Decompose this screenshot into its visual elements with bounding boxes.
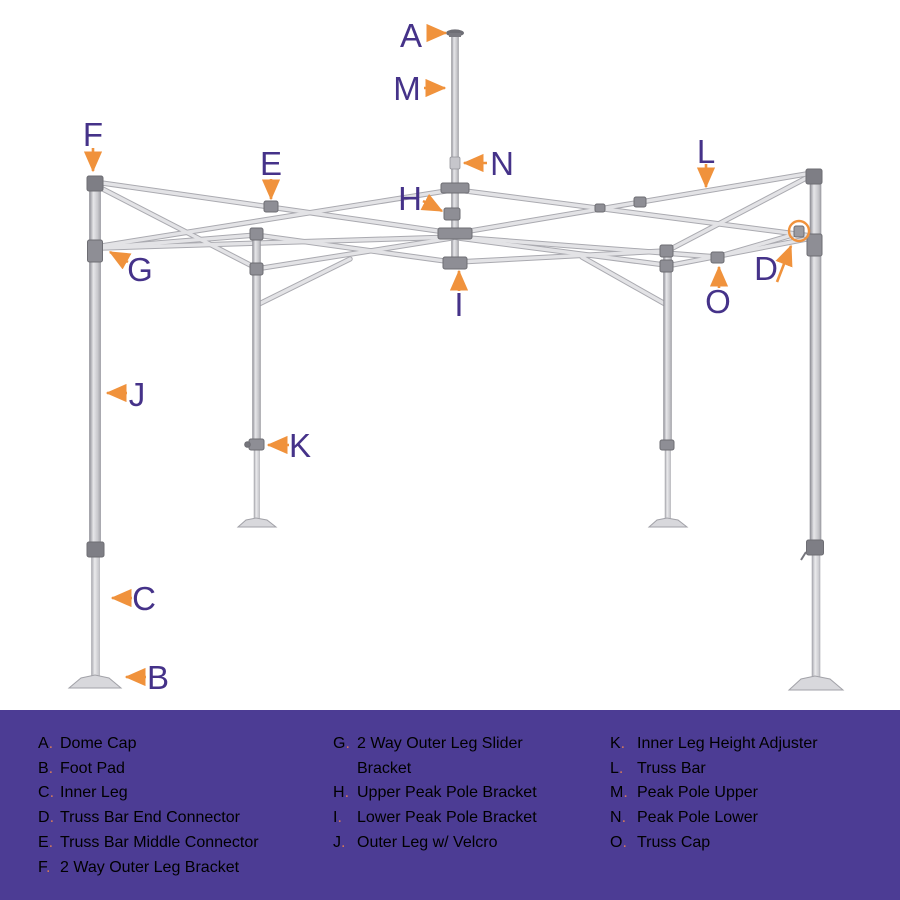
legend-period: . xyxy=(623,784,628,802)
legend-letter: A xyxy=(38,735,49,752)
legend-item-H xyxy=(333,781,583,806)
back-left-top-bracket xyxy=(250,228,263,240)
truss-cap xyxy=(711,252,724,263)
foot-pad-front-left xyxy=(69,675,121,688)
legend-period: . xyxy=(341,833,346,851)
callout-E: E xyxy=(259,145,283,182)
adjuster-lever xyxy=(801,552,806,560)
callout-L: L xyxy=(696,133,716,170)
callout-G: G xyxy=(127,251,153,288)
inner-leg-height-adjuster-front-right xyxy=(807,540,824,555)
legend-period: . xyxy=(337,809,342,827)
outer-leg-slider-bracket-right xyxy=(807,234,822,256)
legend-item-B xyxy=(38,757,328,782)
legend-letter: C xyxy=(38,784,50,802)
callout-J: J xyxy=(128,376,146,413)
legend-period: . xyxy=(622,833,627,851)
legend-label: Inner Leg xyxy=(60,784,128,802)
callout-arrows xyxy=(93,33,809,677)
legend-column-2 xyxy=(333,732,583,856)
legend-letter: H xyxy=(333,784,345,802)
callout-B: B xyxy=(146,659,170,696)
callout-C: C xyxy=(132,580,156,617)
foot-pads xyxy=(69,518,843,690)
back-right-slider-bracket xyxy=(660,260,673,272)
peak-apex-bracket xyxy=(441,183,469,193)
legend-label: Peak Pole Lower xyxy=(637,809,758,827)
callout-A: A xyxy=(399,17,423,54)
legend-label: Foot Pad xyxy=(60,759,125,777)
legend-label: Truss Bar Middle Connector xyxy=(60,833,259,851)
truss-bar-middle-connector-right xyxy=(634,197,646,207)
legend-letter: E xyxy=(38,833,49,851)
lower-peak-pole-bracket xyxy=(443,257,467,269)
legend-label: 2 Way Outer Leg Slider Bracket xyxy=(357,735,523,777)
callout-M: M xyxy=(393,70,421,107)
legend-letter: G xyxy=(333,735,346,752)
truss-clamp xyxy=(595,204,605,212)
callout-D: D xyxy=(754,250,778,287)
legend-item-E xyxy=(38,831,328,856)
callout-O: O xyxy=(705,283,731,320)
legend-period: . xyxy=(621,809,627,827)
callout-F: F xyxy=(82,116,104,153)
outer-leg-back-right xyxy=(664,250,672,524)
legend-item-M xyxy=(610,781,890,806)
inner-leg-front-right xyxy=(812,544,820,686)
callout-letters xyxy=(83,17,778,696)
legend-letter: N xyxy=(610,809,622,827)
foot-pad-front-right xyxy=(789,676,843,690)
legend-item-K xyxy=(610,732,890,757)
legend-period: . xyxy=(49,809,55,827)
legend-letter: B xyxy=(38,759,49,777)
legend-label: Outer Leg w/ Velcro xyxy=(357,833,498,851)
two-way-outer-leg-slider-bracket xyxy=(88,240,103,262)
legend-letter: M xyxy=(610,784,624,802)
legend-letter: O xyxy=(610,833,623,851)
inner-leg-front-left xyxy=(92,548,100,684)
center-mid-bracket xyxy=(438,228,472,239)
legend-period: . xyxy=(49,784,55,802)
legend-item-A xyxy=(38,732,328,757)
inner-leg-back-right xyxy=(665,443,671,524)
callout-H: H xyxy=(398,180,422,217)
foot-pad-back-right xyxy=(649,518,687,527)
back-left-slider-bracket xyxy=(250,263,263,275)
legend-label: 2 Way Outer Leg Bracket xyxy=(60,858,240,876)
callout-N: N xyxy=(490,145,514,182)
callout-K: K xyxy=(288,427,312,464)
inner-leg-height-adjuster-front-left xyxy=(87,542,104,557)
legend-period: . xyxy=(48,735,54,752)
legend-period: . xyxy=(345,735,350,752)
inner-leg-height-adjuster-back-left xyxy=(249,439,264,450)
legend-item-O xyxy=(610,831,890,856)
legend-period: . xyxy=(48,759,54,777)
legend-letter: L xyxy=(610,759,619,777)
truss-bar-middle-connector xyxy=(264,201,278,212)
two-way-outer-leg-bracket-right xyxy=(806,169,822,184)
peak-pole-joint xyxy=(450,157,460,169)
legend-label: Lower Peak Pole Bracket xyxy=(357,809,537,827)
dome-cap xyxy=(446,29,464,37)
legend-item-N xyxy=(610,806,890,831)
legend-letter: K xyxy=(610,735,621,752)
legend-letter: I xyxy=(333,809,338,827)
legend-period: . xyxy=(618,759,624,777)
outer-leg-back-left xyxy=(253,233,261,524)
legend-item-F xyxy=(38,856,328,881)
legend-item-D xyxy=(38,806,328,831)
legend-letter: F xyxy=(38,858,46,876)
legend-column-3 xyxy=(610,732,890,856)
foot-pad-back-left xyxy=(238,518,276,527)
legend-label: Inner Leg Height Adjuster xyxy=(637,735,818,752)
legend-item-I xyxy=(333,806,583,831)
legend-item-C xyxy=(38,781,328,806)
back-right-top-bracket xyxy=(660,245,673,257)
two-way-outer-leg-bracket xyxy=(87,176,103,191)
legend-label: Truss Cap xyxy=(637,833,711,851)
arrow-G xyxy=(110,252,128,262)
legend-period: . xyxy=(620,735,626,752)
arrow-H xyxy=(423,201,442,211)
legend-item-G xyxy=(333,732,583,781)
legend-period: . xyxy=(48,833,54,851)
upper-peak-pole-bracket xyxy=(444,208,460,220)
legend-item-L xyxy=(610,757,890,782)
legend-item-J xyxy=(333,831,583,856)
legend-label: Dome Cap xyxy=(60,735,137,752)
legend-period: . xyxy=(344,784,350,802)
callout-I: I xyxy=(454,286,464,323)
inner-leg-back-left xyxy=(254,443,260,524)
legend-label: Truss Bar xyxy=(637,759,706,777)
legend-label: Peak Pole Upper xyxy=(637,784,758,802)
legend-label: Truss Bar End Connector xyxy=(60,809,240,827)
legend-letter: D xyxy=(38,809,50,827)
arrow-D xyxy=(777,246,791,282)
truss-bar-end-connector xyxy=(794,226,804,237)
legend-period: . xyxy=(46,858,51,876)
legend-column-1 xyxy=(38,732,328,880)
legend-letter: J xyxy=(333,833,341,851)
legend-label: Upper Peak Pole Bracket xyxy=(357,784,537,802)
inner-leg-height-adjuster-back-right xyxy=(660,440,674,450)
